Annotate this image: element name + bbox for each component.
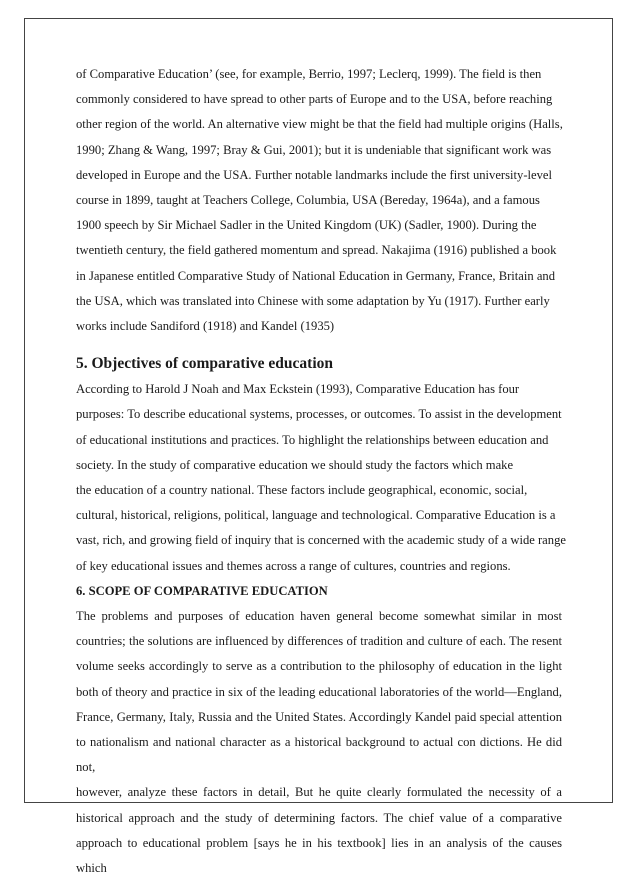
text-line: countries; the solutions are influenced by differences of tradition and culture of each. The resent [76, 634, 562, 649]
section-heading-scope: 6. SCOPE OF COMPARATIVE EDUCATION [76, 583, 328, 598]
text-line: in Japanese entitled Comparative Study of National Education in Germany, France, Britain and [76, 268, 556, 283]
text-line: other region of the world. An alternative view might be that the field had multiple origins (Halls, [76, 117, 563, 132]
paragraph-scope [76, 604, 562, 881]
text-line: The problems and purposes of education haven general become somewhat similar in most [76, 609, 562, 624]
text-line: course in 1899, taught at Teachers College, Columbia, USA (Bereday, 1964a), and a famous [76, 193, 540, 208]
text-line: twentieth century, the field gathered momentum and spread. Nakajima (1916) published a book [76, 243, 557, 258]
text-line: vast, rich, and growing field of inquiry that is concerned with the academic study of a wide range [76, 533, 566, 548]
paragraph-objectives [76, 377, 566, 579]
section-heading-objectives: 5. Objectives of comparative education [76, 355, 333, 373]
document-body [76, 62, 566, 881]
paragraph-history [76, 62, 562, 339]
text-line: 1900 speech by Sir Michael Sadler in the United Kingdom (UK) (Sadler, 1900). During the [76, 218, 537, 233]
text-line: works include Sandiford (1918) and Kandel (1935) [76, 319, 335, 334]
text-line: of Comparative Education’ (see, for example, Berrio, 1997; Leclerq, 1999). The field is then [76, 67, 542, 81]
text-line: 1990; Zhang & Wang, 1997; Bray & Gui, 2001); but it is undeniable that significant work was [76, 142, 552, 157]
text-line: both of theory and practice in six of the leading educational laboratories of the world—England, [76, 684, 562, 699]
text-line: volume seeks accordingly to serve as a contribution to the philosophy of education in the light [76, 659, 562, 674]
text-line: cultural, historical, religions, political, language and technological. Comparative Education is a [76, 508, 556, 523]
text-line: the education of a country national. These factors include geographical, economic, social, [76, 483, 528, 498]
text-line: of key educational issues and themes across a range of cultures, countries and regions. [76, 558, 511, 573]
text-line: the USA, which was translated into Chinese with some adaptation by Yu (1917). Further early [76, 293, 550, 308]
text-line: to nationalism and national character as a historical background to actual con dictions. He did not, [76, 735, 562, 775]
text-line: developed in Europe and the USA. Further notable landmarks include the first university-level [76, 167, 552, 182]
text-line: According to Harold J Noah and Max Eckstein (1993), Comparative Education has four [76, 382, 520, 397]
text-line: approach to educational problem [says he in his textbook] lies in an analysis of the causes which [76, 835, 562, 876]
text-line: commonly considered to have spread to other parts of Europe and to the USA, before reaching [76, 92, 553, 107]
text-line: of educational institutions and practices. To highlight the relationships between education and [76, 432, 549, 447]
text-line: society. In the study of comparative education we should study the factors which make [76, 457, 514, 472]
text-line: France, Germany, Italy, Russia and the United States. Accordingly Kandel paid special attention [76, 709, 562, 724]
text-line: historical approach and the study of determining factors. The chief value of a comparative [76, 810, 562, 825]
text-line: however, analyze these factors in detail, But he quite clearly formulated the necessity of a [76, 785, 562, 800]
text-line: purposes: To describe educational systems, processes, or outcomes. To assist in the development [76, 407, 562, 422]
